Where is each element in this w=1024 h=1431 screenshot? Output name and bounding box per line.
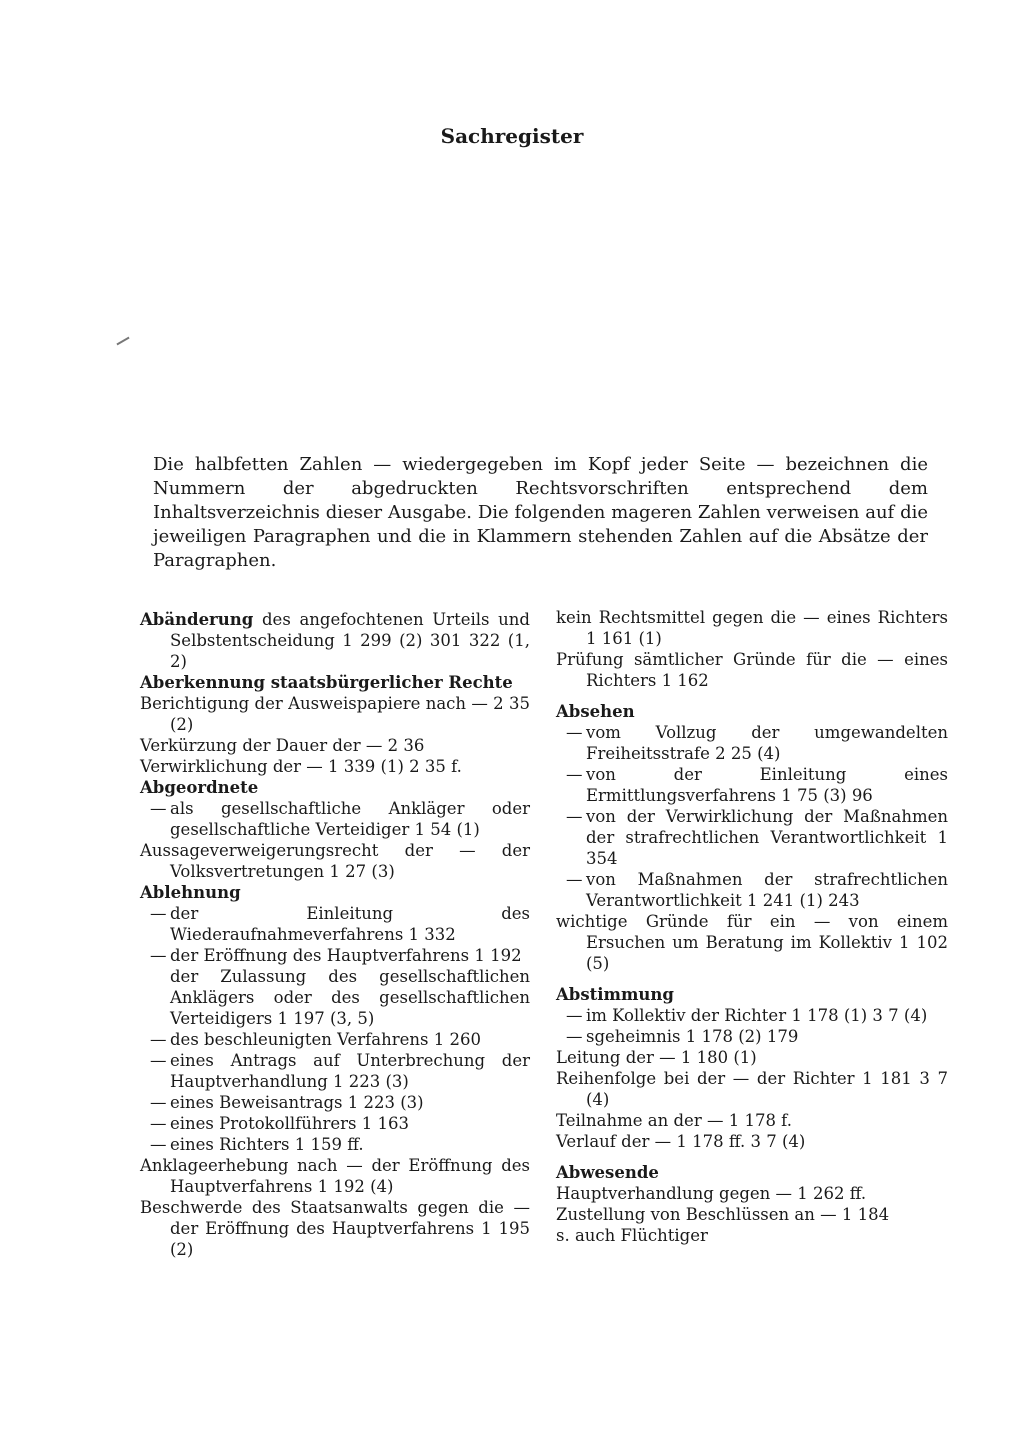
subentry: — des beschleunigten Verfahrens 1 260 xyxy=(150,1030,481,1049)
subentry: — der Eröffnung des Hauptverfahrens 1 192 xyxy=(150,946,522,965)
entry-head: Absehen xyxy=(556,702,635,721)
subentry-text: eines Protokollführers 1 163 xyxy=(170,1114,409,1133)
intro-paragraph: Die halbfetten Zahlen — wiedergegeben im Kopf jeder Seite — bezeichnen die Nummern der abgedruckten Rechtsvorschriften entsprechend dem Inhaltsverzeichnis dieser Ausgabe. Die folgenden mageren Zahlen verweisen auf die jeweiligen Paragraphen und die in Klammern stehenden Zahlen auf die Absätze der Paragraphen. xyxy=(153,454,928,571)
index-column-left xyxy=(140,609,530,1260)
subentry: — sgeheimnis 1 178 (2) 179 xyxy=(566,1027,799,1046)
entry-text: des angefochtenen Urteils und Selbstentscheidung 1 299 (2) 301 322 (1, 2) xyxy=(170,610,530,671)
subentry: — eines Beweisantrags 1 223 (3) xyxy=(150,1093,424,1112)
entry-head: Abgeordnete xyxy=(140,778,259,797)
subentry: — vom Vollzug der umgewandelten Freiheitsstrafe 2 25 (4) xyxy=(566,723,948,763)
index-entry xyxy=(140,609,530,672)
subentry: Leitung der — 1 180 (1) xyxy=(556,1048,757,1067)
subentry: Anklageerhebung nach — der Eröffnung des Hauptverfahrens 1 192 (4) xyxy=(140,1156,530,1196)
subentry: — von der Einleitung eines Ermittlungsverfahrens 1 75 (3) 96 xyxy=(566,765,948,805)
scan-mark xyxy=(116,337,129,346)
subentry-text: eines Beweisantrags 1 223 (3) xyxy=(170,1093,424,1112)
subentry: — eines Richters 1 159 ff. xyxy=(150,1135,364,1154)
subentry: wichtige Gründe für ein — von einem Ersuchen um Beratung im Kollektiv 1 102 (5) xyxy=(556,912,948,973)
subentry-text: eines Richters 1 159 ff. xyxy=(170,1135,364,1154)
subentry-text: der Eröffnung des Hauptverfahrens 1 192 xyxy=(170,946,522,965)
subentry-text: als gesellschaftliche Ankläger oder gesellschaftliche Verteidiger 1 54 (1) xyxy=(170,799,530,839)
subentry: kein Rechtsmittel gegen die — eines Richters 1 161 (1) xyxy=(556,608,948,648)
subentry: Reihenfolge bei der — der Richter 1 181 3 7 (4) xyxy=(556,1069,948,1109)
subentry: Zustellung von Beschlüssen an — 1 184 xyxy=(556,1205,890,1224)
subentry: Hauptverhandlung gegen — 1 262 ff. xyxy=(556,1184,867,1203)
subentry: — eines Antrags auf Unterbrechung der Hauptverhandlung 1 223 (3) xyxy=(150,1051,530,1091)
subentry: Teilnahme an der — 1 178 f. xyxy=(556,1111,792,1130)
subentry: — von Maßnahmen der strafrechtlichen Verantwortlichkeit 1 241 (1) 243 xyxy=(566,870,948,910)
subentry: — der Einleitung des Wiederaufnahmeverfahrens 1 332 xyxy=(150,904,530,944)
subentry-text: im Kollektiv der Richter 1 178 (1) 3 7 (4) xyxy=(586,1006,928,1025)
subentry: Aussageverweigerungsrecht der — der Volksvertretungen 1 27 (3) xyxy=(140,841,530,881)
subentry: Berichtigung der Ausweispapiere nach — 2 35 (2) xyxy=(140,694,530,734)
subentry: Prüfung sämtlicher Gründe für die — eines Richters 1 162 xyxy=(556,650,948,690)
subentry: — als gesellschaftliche Ankläger oder gesellschaftliche Verteidiger 1 54 (1) xyxy=(150,799,530,839)
subentry: Beschwerde des Staatsanwalts gegen die — der Eröffnung des Hauptverfahrens 1 195 (2) xyxy=(140,1198,530,1259)
subentry: s. auch Flüchtiger xyxy=(556,1226,708,1245)
subentry-text: von der Einleitung eines Ermittlungsverfahrens 1 75 (3) 96 xyxy=(586,765,948,805)
subentry: — von der Verwirklichung der Maßnahmen der strafrechtlichen Verantwortlichkeit 1 354 xyxy=(566,807,948,868)
subentry: Verkürzung der Dauer der — 2 36 xyxy=(140,736,425,755)
subentry-text: von der Verwirklichung der Maßnahmen der strafrechtlichen Verantwortlichkeit 1 354 xyxy=(586,807,948,868)
entry-head: Abwesende xyxy=(556,1163,659,1182)
subentry: — eines Protokollführers 1 163 xyxy=(150,1114,409,1133)
subentry-text: von Maßnahmen der strafrechtlichen Verantwortlichkeit 1 241 (1) 243 xyxy=(586,870,948,910)
subentry-text: vom Vollzug der umgewandelten Freiheitsstrafe 2 25 (4) xyxy=(586,723,948,763)
page-title: Sachregister xyxy=(440,124,584,148)
entry-head: Abänderung xyxy=(140,610,254,629)
subentry: Verlauf der — 1 178 ff. 3 7 (4) xyxy=(556,1132,806,1151)
entry-head: Aberkennung staatsbürgerlicher Rechte xyxy=(140,673,513,692)
subentry-text: der Einleitung des Wiederaufnahmeverfahrens 1 332 xyxy=(170,904,530,944)
subentry-text: sgeheimnis 1 178 (2) 179 xyxy=(586,1027,799,1046)
subentry-text: des beschleunigten Verfahrens 1 260 xyxy=(170,1030,481,1049)
entry-head: Ablehnung xyxy=(140,883,241,902)
subentry: der Zulassung des gesellschaftlichen Anklägers oder des gesellschaftlichen Verteidigers 1 197 (3, 5) xyxy=(170,967,530,1028)
subentry: — im Kollektiv der Richter 1 178 (1) 3 7 (4) xyxy=(566,1006,928,1025)
subentry: Verwirklichung der — 1 339 (1) 2 35 f. xyxy=(140,757,462,776)
subentry-text: eines Antrags auf Unterbrechung der Hauptverhandlung 1 223 (3) xyxy=(170,1051,530,1091)
index-column-right xyxy=(556,607,948,1246)
entry-head: Abstimmung xyxy=(556,985,674,1004)
